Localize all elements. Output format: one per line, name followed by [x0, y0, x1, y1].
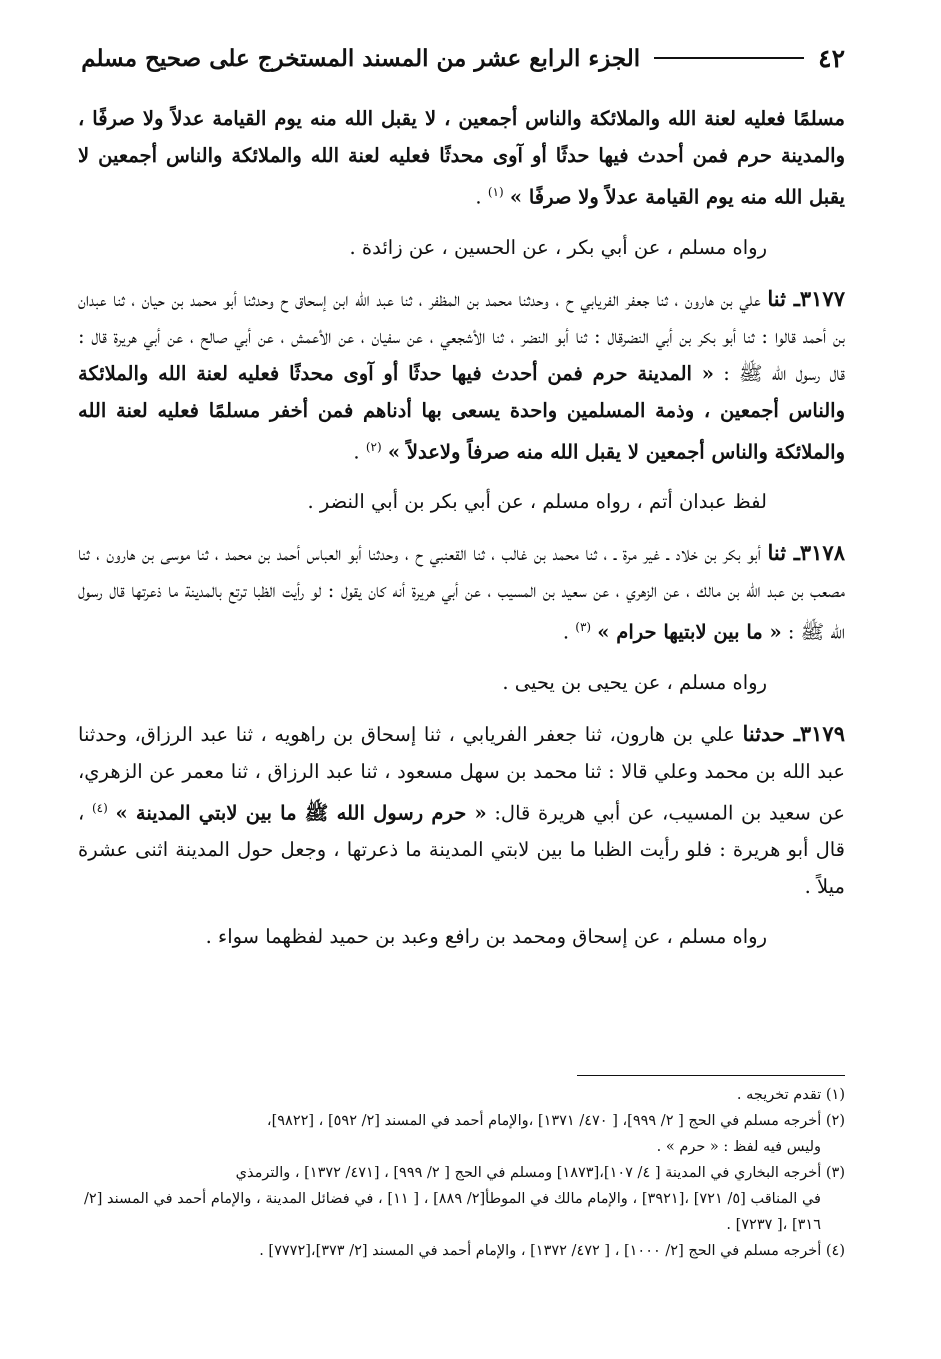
paragraph-tail: . — [562, 620, 576, 644]
footnote-ref: (٤) — [91, 800, 108, 815]
footnote-text: (١) تقدم تخريجه . — [736, 1087, 845, 1103]
paragraph-hadith-3177 — [78, 280, 845, 471]
footnote-text: (٤) أخرجه مسلم في الحج [٢/ ١٠٠٠] ، [ ٤٧٢/ ١٣٧٢] ، والإمام أحمد في المسند [٢/ ٣٧٣]،[٧٧٧٢] . — [259, 1243, 845, 1259]
paragraph-text: ، قال أبو هريرة : فلو رأيت الظبا ما بين لابتي المدينة ما ذعرتها ، وجعل حول المدينة اثنى عشرة ميلاً . — [78, 801, 845, 898]
paragraph-hadith-continuation — [78, 100, 845, 216]
footnote-text: (٢) أخرجه مسلم في الحج [ ٢/ ٩٩٩]، [ ٤٧٠/ ١٣٧١] ،والإمام أحمد في المسند [٢/ ٥٩٢] ، [٩٨٢٢]، — [266, 1113, 845, 1129]
footnote-ref: (٣) — [575, 620, 592, 634]
hadith-number: ٣١٧٧ـ ثنا — [767, 285, 845, 311]
running-header — [81, 38, 845, 78]
paragraph-riwaya: لفظ عبدان أتم ، رواه مسلم ، عن أبي بكر بن أبي النضر . — [307, 490, 767, 513]
footnote-ref: (٢) — [365, 439, 382, 454]
paragraph-riwaya: رواه مسلم ، عن إسحاق ومحمد بن رافع وعبد بن حميد لفظهما سواء . — [205, 925, 767, 948]
paragraph-hadith-3178 — [78, 534, 845, 651]
hadith-text-bold: مسلمًا فعليه لعنة الله والملائكة والناس أجمعين ، لا يقبل الله منه يوم القيامة عدلاً ولا صرفًا ، والمدينة حرم فمن أحدث فيها حدثًا أو آوى محدثًا فعليه لعنة الله والملائكة والناس أجمعين لا يقبل الله منه يوم القيامة عدلاً ولا صرفًا » — [78, 107, 845, 209]
hadith-text-bold: « ما بين لابتيها حرام » — [597, 620, 782, 644]
footnote-text: (٣) أخرجه البخاري في المدينة [ ٤/ ١٠٧]،[١٨٧٣] ومسلم في الحج [ ٢/ ٩٩٩] ، [٤٧١/ ١٣٧٢] ، والترمذي — [235, 1165, 845, 1181]
footnote-continuation: وليس فيه لفظ : « حرم » . — [656, 1139, 821, 1155]
paragraph-riwaya: رواه مسلم ، عن أبي بكر ، عن الحسين ، عن زائدة . — [349, 235, 767, 259]
hadith-number: ٣١٧٨ـ ثنا — [767, 540, 845, 565]
hadith-number: ٣١٧٩ـ حدثنا — [742, 720, 845, 746]
paragraph-hadith-3179 — [78, 715, 845, 906]
footnote-ref: (١) — [487, 185, 504, 199]
hadith-text-bold: « المدينة حرم فمن أحدث فيها حدثًا أو آوى محدثًا فعليه لعنة الله والملائكة والناس أجمعين ، وذمة المسلمين واحدة يسعى بها أدناهم فمن أخفر مسلمًا فعليه لعنة الله والملائكة والناس أجمعين لا يقبل الله منه صرفاً ولاعدلاً » — [78, 361, 845, 463]
footnote-1 — [84, 1082, 845, 1108]
footnotes — [84, 1082, 845, 1264]
footnote-3 — [84, 1160, 845, 1238]
footnote-4 — [84, 1238, 845, 1264]
header-rule — [654, 57, 804, 59]
isnad-text: علي بن هارون ، ثنا جعفر الفريابي ح ، وحدثنا محمد بن المظفر ، ثنا عبد الله ابن إسحاق ح وحدثنا أبو محمد بن حيان ، ثنا عبدان بن أحمد قالوا : ثنا أبو بكر بن أبي النضرقال : ثنا أبو النضر ، ثنا الأشجعي ، عن سفيان ، عن الأعمش ، عن أبي صالح ، عن أبي هريرة قال : قال رسول الله ﷺ : — [78, 287, 845, 385]
hadith-text-bold: « حرم رسول الله ﷺ ما بين لابتي المدينة » — [115, 801, 487, 824]
footnote-2 — [84, 1108, 845, 1160]
isnad-text: أبو بكر بن خلاد ـ غير مرة ـ ، ثنا محمد بن غالب ، ثنا القعنبي ح ، وحدثنا أبو العباس أحمد بن محمد ، ثنا موسى بن هارون ، ثنا مصعب بن عبد الله بن مالك ، عن الزهري ، عن سعيد بن المسيب ، عن أبي هريرة أنه كان يقول : لو رأيت الظبا ترتع بالمدينة ما ذعرتها قال رسول الله ﷺ : — [78, 542, 845, 644]
isnad-text: علي بن هارون، ثنا جعفر الفريابي ، ثنا إسحاق بن راهويه ، ثنا عبد الرزاق، وحدثنا عبد الله بن محمد وعلي قالا : ثنا محمد بن سهل مسعود ، ثنا عبد الرزاق ، ثنا معمر عن الزهري، عن سعيد بن المسيب، عن أبي هريرة قال: — [78, 722, 846, 824]
footnote-continuation: في المناقب [٥/ ٧٢١] ،[٣٩٢١] ، والإمام مالك في الموطأ[٢/ ٨٨٩] ، [ ١١] ، في فضائل المدينة ، والإمام أحمد في المسند [٢/ ٣١٦] ،[ ٧٢٣٧] . — [84, 1191, 821, 1233]
paragraph-riwaya: رواه مسلم ، عن يحيى بن يحيى . — [502, 670, 767, 694]
running-title: الجزء الرابع عشر من المسند المستخرج على صحيح مسلم — [81, 44, 641, 72]
paragraph-tail: . — [353, 440, 366, 463]
footnote-rule — [577, 1075, 845, 1076]
paragraph-tail: . — [475, 185, 488, 209]
page-number: ٤٢ — [818, 43, 845, 73]
main-text — [78, 100, 845, 969]
